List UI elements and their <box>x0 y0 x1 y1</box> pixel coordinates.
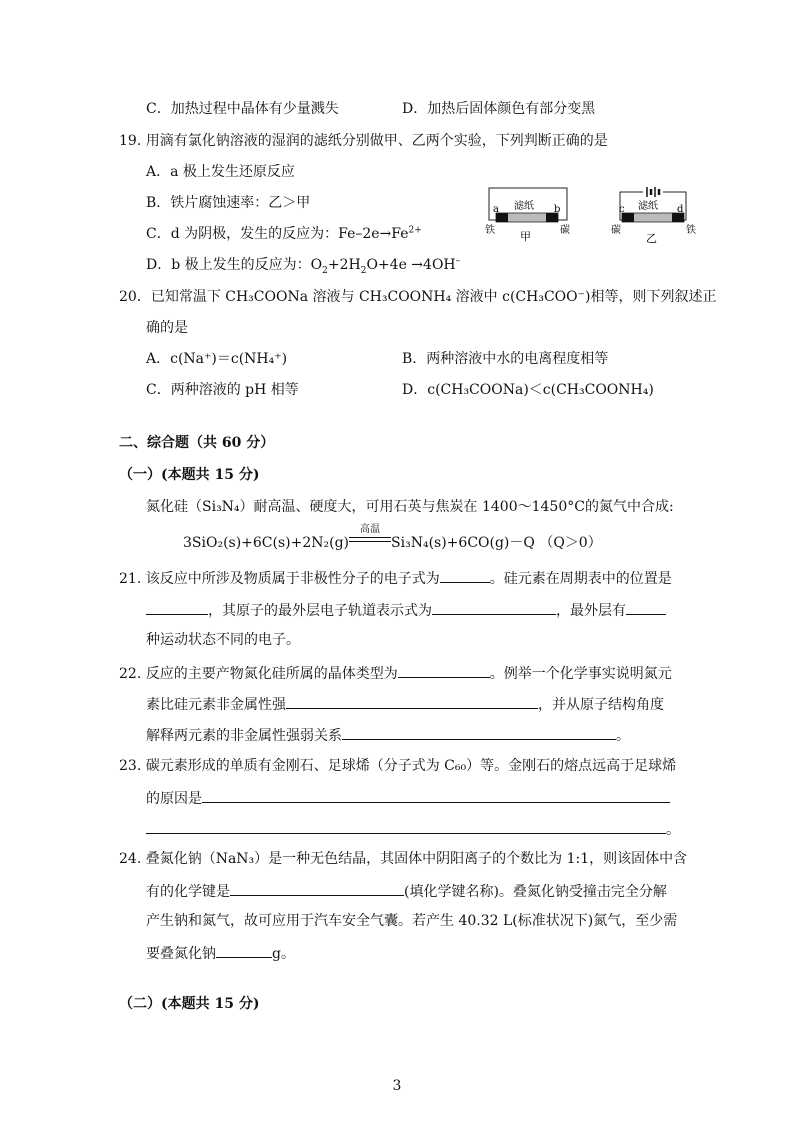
answer-blank[interactable] <box>626 600 666 615</box>
part2-title: （二）(本题共 15 分) <box>119 996 260 1012</box>
q22-line1: 22. 反应的主要产物氮化硅所属的晶体类型为 。例举一个化学事实说明氮元 <box>119 663 672 683</box>
q20-option-c: C．两种溶液的 pH 相等 <box>146 382 299 398</box>
q23-line1: 23. 碳元素形成的单质有金刚石、足球烯（分子式为 C₆₀）等。金刚石的熔点远高于足球烯 <box>119 758 677 774</box>
q24-line4: 要叠氮化钠 g。 <box>146 943 295 963</box>
answer-blank[interactable] <box>230 881 404 896</box>
label-d: d <box>677 204 684 215</box>
intro-text: 氮化硅（Si₃N₄）耐高温、硬度大，可用石英与焦炭在 1400～1450°C的氮气中合成: <box>146 499 674 515</box>
answer-blank[interactable] <box>216 943 272 958</box>
answer-blank[interactable] <box>286 694 538 709</box>
label-iron: 铁 <box>485 225 495 236</box>
page-number: 3 <box>392 1078 402 1094</box>
label-b: b <box>554 204 561 215</box>
q22-line2: 素比硅元素非金属性强 ，并从原子结构角度 <box>146 694 664 714</box>
q20-option-a: A．c(Na⁺)＝c(NH₄⁺) <box>146 351 288 367</box>
q18-option-c: C．加热过程中晶体有少量溅失 <box>146 101 339 117</box>
answer-blank[interactable] <box>342 725 616 740</box>
q19-stem: 19. 用滴有氯化钠溶液的湿润的滤纸分别做甲、乙两个实验，下列判断正确的是 <box>119 133 608 149</box>
q20-option-b: B．两种溶液中水的电离程度相等 <box>402 351 609 367</box>
label-jia: 甲 <box>520 230 531 243</box>
label-yi: 乙 <box>646 232 657 245</box>
q19-option-a: A．a 极上发生还原反应 <box>146 164 295 180</box>
q20-stem-line1: 20．已知常温下 CH₃COONa 溶液与 CH₃COONH₄ 溶液中 c(CH₃COO⁻)相等，则下列叙述正 <box>119 289 717 305</box>
q21-line3: 种运动状态不同的电子。 <box>146 632 300 648</box>
q20-option-d: D．c(CH₃COONa)＜c(CH₃COONH₄) <box>402 382 654 398</box>
q21-line1: 21. 该反应中所涉及物质属于非极性分子的电子式为 。硅元素在周期表中的位置是 <box>119 568 672 588</box>
q23-line3: 。 <box>146 819 680 839</box>
figure-jia <box>485 188 570 243</box>
answer-blank[interactable] <box>146 600 208 615</box>
q19-figure <box>480 184 700 246</box>
section-title: 二、综合题（共 60 分） <box>119 435 275 451</box>
label-c: c <box>619 204 625 215</box>
equilibrium-arrow-icon: 高温 <box>349 533 391 547</box>
q19-option-d: D．b 极上发生的反应为：$O_2+2H_2O+4e \to 4OH^-$ <box>146 256 461 276</box>
q22-line3: 解释两元素的非金属性强弱关系 。 <box>146 725 630 745</box>
q18-option-d: D．加热后固体颜色有部分变黑 <box>402 101 596 117</box>
label-carbon: 碳 <box>611 225 621 236</box>
label-paper: 滤纸 <box>638 201 658 212</box>
q23-line2: 的原因是 <box>146 788 670 808</box>
q24-line3: 产生钠和氮气，故可应用于汽车安全气囊。若产生 40.32 L(标准状况下)氮气，至少需 <box>146 913 678 929</box>
q19-option-b: B．铁片腐蚀速率：乙＞甲 <box>146 195 311 211</box>
q24-line1: 24. 叠氮化钠（NaN₃）是一种无色结晶，其固体中阴阳离子的个数比为 1:1，则该固体中含 <box>119 851 688 867</box>
answer-blank[interactable] <box>202 788 670 803</box>
q20-stem-line2: 确的是 <box>146 320 188 336</box>
label-carbon: 碳 <box>560 225 570 236</box>
q21-line2: ，其原子的最外层电子轨道表示式为 ，最外层有 <box>146 600 666 620</box>
q19-option-c: C．d 为阴极，发生的反应为：$Fe-2e\to Fe^{2+}$ <box>146 225 422 242</box>
part1-title: （一）(本题共 15 分) <box>119 467 260 483</box>
q24-line2: 有的化学键是 (填化学键名称)。叠氮化钠受撞击完全分解 <box>146 881 667 901</box>
label-a: a <box>493 204 499 215</box>
figure-yi <box>611 187 696 245</box>
answer-blank[interactable] <box>440 568 490 583</box>
answer-blank[interactable] <box>398 663 490 678</box>
label-iron: 铁 <box>686 225 696 236</box>
answer-blank[interactable] <box>146 819 666 834</box>
reaction-equation: 3SiO₂(s)+6C(s)+2N₂(g) 高温 Si₃N₄(s)+6CO(g)－Q （Q＞0） <box>183 524 602 551</box>
label-paper: 滤纸 <box>514 201 534 212</box>
answer-blank[interactable] <box>432 600 556 615</box>
